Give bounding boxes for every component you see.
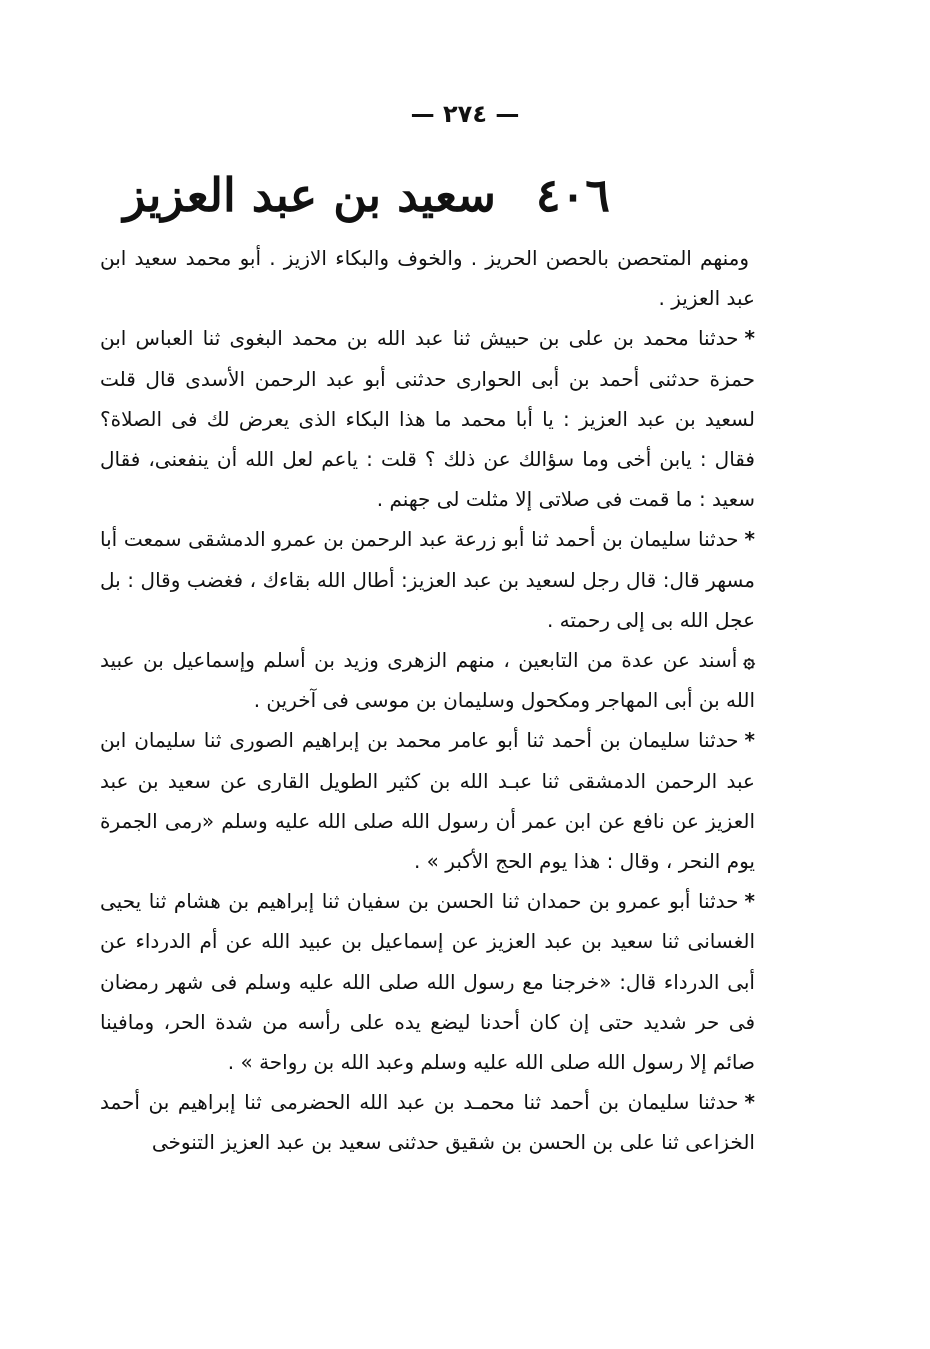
paragraph-text: حدثنا سليمان بن أحمد ثنا أبو زرعة عبد الرحمن بن عمرو الدمشقى سمعت أبا مسهر قال: قال رجل لسعيد بن عبد العزيز: أطال الله بقاءك ، فغضب وقال : بل عجل الله بى إلى رحمته .: [100, 527, 755, 632]
entry-number: ٤٠٦: [535, 168, 610, 222]
paragraph-text: حدثنا سليمان بن أحمد ثنا أبو عامر محمد بن إبراهيم الصورى ثنا سليمان ابن عبد الرحمن الدمشقى ثنا عبـد الله بن كثير الطويل القارى عن سعيد بن عبد العزيز عن نافع عن ابن عمر أن رسول الله صلى الله عليه وسلم «رمى الجمرة يوم النحر ، وقال : هذا يوم الحج الأكبر » .: [100, 728, 755, 874]
paragraph-marker: *: [744, 1090, 755, 1115]
paragraph-hadith: [100, 318, 755, 519]
entry-heading: [123, 160, 610, 230]
paragraph-intro: [100, 238, 755, 318]
paragraph-text: حدثنا أبو عمرو بن حمدان ثنا الحسن بن سفيان ثنا إبراهيم بن هشام ثنا يحيى الغسانى ثنا سعيد بن عبد العزيز عن إسماعيل بن عبيد الله عن أم الدرداء عن أبى الدرداء قال: «خرجنا مع رسول الله صلى الله عليه وسلم فى شهر رمضان فى حر شديد حتى إن كان أحدنا ليضع يده على رأسه من شدة الحر، ومافينا صائم إلا رسول الله صلى الله عليه وسلم وعبد الله بن رواحة » .: [100, 889, 755, 1075]
paragraph-marker: *: [744, 326, 755, 351]
page-number: — ٢٧٤ —: [410, 100, 520, 128]
paragraph-text: ومنهم المتحصن بالحصن الحريز . والخوف والبكاء الازيز . أبو محمد سعيد ابن عبد العزيز .: [100, 246, 755, 311]
paragraph-hadith: [100, 881, 755, 1082]
paragraph-text: حدثنا محمد بن على بن حبيش ثنا عبد الله بن محمد البغوى ثنا العباس ابن حمزة حدثنى أحمد بن أبى الحوارى حدثنى أبو عبد الرحمن الأسدى قال قلت لسعيد بن عبد العزيز : يا أبا محمد ما هذا البكاء الذى يعرض لك فى الصلاة؟ فقال : يابن أخى وما سؤالك عن ذلك ؟ قلت : ياعم لعل الله أن ينفعنى، فقال سعيد : ما قمت فى صلاتى إلا مثلت لى جهنم .: [100, 326, 755, 512]
paragraph-hadith: [100, 720, 755, 881]
ornament-icon: ۞: [743, 648, 755, 673]
entry-name: سعيد بن عبد العزيز: [123, 168, 496, 222]
paragraph-marker: *: [744, 527, 755, 552]
paragraph-hadith: [100, 1082, 755, 1162]
paragraph-marker: *: [744, 889, 755, 914]
paragraph-text: أسند عن عدة من التابعين ، منهم الزهرى وزيد بن أسلم وإسماعيل بن عبيد الله بن أبى المهاجر ومكحول وسليمان بن موسى فى آخرين .: [100, 648, 755, 713]
paragraph-text: حدثنا سليمان بن أحمد ثنا محمـد بن عبد الله الحضرمى ثنا إبراهيم بن أحمد الخزاعى ثنا على بن الحسن بن شقيق حدثنى سعيد بن عبد العزيز التنوخى: [100, 1090, 755, 1155]
paragraph-hadith: [100, 519, 755, 640]
paragraph-marker: *: [744, 728, 755, 753]
body-text: [100, 238, 755, 1163]
paragraph-narrators: [100, 640, 755, 720]
